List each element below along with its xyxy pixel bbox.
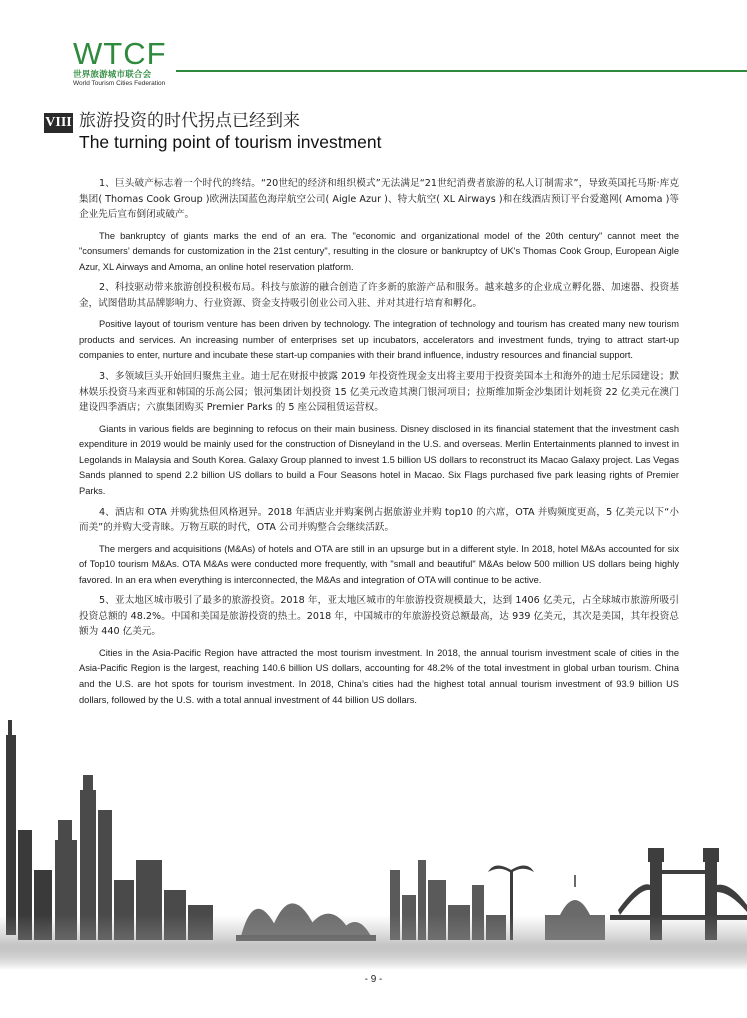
paragraph-4-cn: 4、酒店和 OTA 并购犹热但风格迥异。2018 年酒店业并购案例占据旅游业并购 top10 的六席，OTA 并购频度更高，5 亿美元以下“小而美”的并购大受青睐。万物互联的时代，OTA 公司并购整合会继续活跃。 bbox=[79, 506, 679, 534]
page-number: - 9 - bbox=[364, 974, 383, 985]
wtcf-logo bbox=[73, 38, 188, 90]
section-title-cn: 旅游投资的时代拐点已经到来 bbox=[79, 111, 300, 131]
logo-english-name: World Tourism Cities Federation bbox=[73, 80, 166, 87]
article-body bbox=[79, 176, 679, 713]
paragraph-2-en: Positive layout of tourism venture has been driven by technology. The integration of technology and tourism has created many new tourism products and services. An increasing number of enterprises set up incubators, accelerators and investment funds, trying to attract start-up companies to enter, nurture and incubate these start-up companies with their brand influence, industry resources and financial support. bbox=[79, 319, 679, 361]
section-number-badge: VIII bbox=[44, 113, 73, 133]
section-title-en: The turning point of tourism investment bbox=[79, 132, 382, 152]
paragraph-3-en: Giants in various fields are beginning to refocus on their main business. Disney disclosed in its financial statement that the investment cash expenditure in 2019 would be mainly used for the construction of Disneyland in the U.S. and overseas. Merlin Entertainments planned to invest in Legolands in Malaysia and South Korea. Galaxy Group planned to invest 1.5 billion US dollars to reconstruct its Macao Galaxy project. Las Vegas Sands planned to spend 2.2 billion US dollars to build a Four Seasons hotel in Macao. Six Flags purchased five park leasing rights of Premier Parks. bbox=[79, 423, 679, 496]
paragraph-3-cn: 3、多领域巨头开始回归聚焦主业。迪士尼在财报中披露 2019 年投资性现金支出将主要用于投资美国本土和海外的迪士尼乐园建设；默林娱乐投资马来西亚和韩国的乐高公园；银河集团计划投资 15 亿美元改造其澳门银河项目；拉斯维加斯金沙集团计划耗资 22 亿美元在澳门建设四季酒店；六旗集团购买 Premier Parks 的 5 座公园租赁运营权。 bbox=[79, 371, 679, 414]
paragraph-5-cn: 5、亚太地区城市吸引了最多的旅游投资。2018 年，亚太地区城市的年旅游投资规模最大，达到 1406 亿美元，占全球城市旅游所吸引投资总额的 48.2%。中国和美国是旅游投资的热土。2018 年，中国城市的年旅游投资总额最高，达 939 亿美元，其次是美国，其年投资总额为 440 亿美元。 bbox=[79, 595, 679, 638]
logo-wordmark: WTCF bbox=[73, 36, 167, 71]
paragraph-4-en: The mergers and acquisitions (M&As) of hotels and OTA are still in an upsurge but in a different style. In 2018, hotel M&As accounted for six of Top10 tourism M&As. OTA M&As were conducted more frequently, with "small and beautiful" M&As below 500 million US dollars being highly favored. In an era when everything is interconnected, the M&As and integration of OTA will continue to be active. bbox=[79, 543, 679, 585]
city-skyline-illustration bbox=[0, 720, 747, 970]
logo-chinese-name: 世界旅游城市联合会 bbox=[73, 70, 152, 80]
skyscraper-icon bbox=[6, 720, 52, 940]
paragraph-1-en: The bankruptcy of giants marks the end of an era. The "economic and organizational model of the 20th century" cannot meet the "consumers’ demands for customization in the 21st century", resulting in the closure or bankruptcy of UK's Thomas Cook Group, European Aigle Azur, XL Airways and Amoma, an online hotel reservation platform. bbox=[79, 230, 679, 272]
header-rule bbox=[176, 70, 747, 72]
paragraph-5-en: Cities in the Asia-Pacific Region have attracted the most tourism investment. In 2018, the annual tourism investment scale of cities in the Asia-Pacific Region is the largest, reaching 140.6 billion US dollars, accounting for 48.2% of the total investment in global urban tourism. China and the U.S. are hot spots for tourism investment. In 2018, China’s cities had the highest total annual tourism investment of 93.9 billion US dollars, followed by the U.S. with a total annual investment of 44 billion US dollars. bbox=[79, 647, 679, 705]
paragraph-1-cn: 1、巨头破产标志着一个时代的终结。“20世纪的经济和组织模式”无法满足“21世纪消费者旅游的私人订制需求”，导致英国托马斯·库克集团( Thomas Cook Group )欧洲法国蓝色海岸航空公司( Aigle Azur )、特大航空( XL Airways )和在线酒店预订平台爱邀网( Amoma )等企业先后宣布倒闭或破产。 bbox=[79, 178, 679, 220]
paragraph-2-cn: 2、科技驱动带来旅游创投积极布局。科技与旅游的融合创造了许多新的旅游产品和服务。越来越多的企业成立孵化器、加速器、投资基金，试图借助其品牌影响力、行业资源、资金支持吸引创业公司入驻、并对其进行培育和孵化。 bbox=[79, 282, 679, 309]
